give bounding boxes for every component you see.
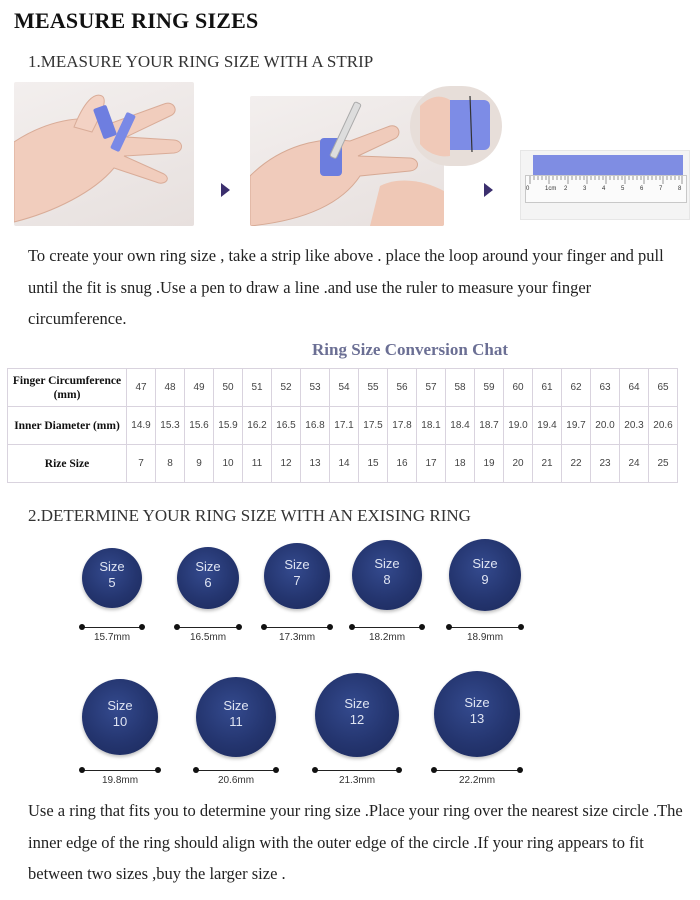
table-cell-size: 22 — [562, 445, 591, 483]
ruler-tick-labels — [526, 186, 686, 198]
ring-diameter-label: 18.2mm — [368, 632, 406, 643]
diameter-end-dot — [261, 624, 267, 630]
ruler-photo — [520, 150, 690, 220]
diameter-end-dot — [446, 624, 452, 630]
table-cell-diameter: 16.2 — [243, 407, 272, 445]
table-cell-size: 15 — [359, 445, 388, 483]
table-cell-size: 12 — [272, 445, 301, 483]
diameter-line — [196, 770, 276, 771]
table-cell-diameter: 18.4 — [446, 407, 475, 445]
table-cell-diameter: 17.8 — [388, 407, 417, 445]
table-cell-size: 16 — [388, 445, 417, 483]
table-cell-diameter: 20.0 — [591, 407, 620, 445]
table-cell-diameter: 18.1 — [417, 407, 446, 445]
ring-size-number: 5 — [108, 575, 116, 590]
diameter-end-dot — [349, 624, 355, 630]
diameter-end-dot — [518, 624, 524, 630]
ring-size-circle — [264, 543, 330, 609]
table-cell-diameter: 14.9 — [127, 407, 156, 445]
step2-heading: 2.DETERMINE YOUR RING SIZE WITH AN EXISING RING — [28, 506, 471, 525]
ruler-tick-label: 0 — [526, 186, 530, 192]
diameter-line — [82, 627, 142, 628]
table-cell-circumference: 51 — [243, 369, 272, 407]
diameter-line — [449, 627, 521, 628]
step2-instructions: Use a ring that fits you to determine your ring size .Place your ring over the nearest size circle .The inner edge of the ring should align with the outer edge of the circle .If your ring appears to fit between two sizes ,buy the larger size . — [28, 801, 683, 883]
ring-size-label: Size — [223, 698, 249, 713]
table-cell-diameter: 15.9 — [214, 407, 243, 445]
ring-size-number: 11 — [229, 714, 243, 729]
diameter-end-dot — [174, 624, 180, 630]
ring-diameter-label: 22.2mm — [458, 775, 496, 786]
row-label-circumference: Finger Circumference (mm) — [8, 369, 127, 407]
ruler-tick-label: 7 — [659, 186, 663, 192]
table-cell-circumference: 62 — [562, 369, 591, 407]
diameter-end-dot — [396, 767, 402, 773]
ring-size-number: 7 — [293, 573, 301, 588]
table-cell-circumference: 57 — [417, 369, 446, 407]
diameter-line — [82, 770, 158, 771]
diameter-line — [264, 627, 330, 628]
ruler-tick-label: 4 — [602, 186, 606, 192]
ring-size-label: Size — [107, 698, 133, 713]
table-cell-circumference: 65 — [649, 369, 678, 407]
table-cell-size: 25 — [649, 445, 678, 483]
table-cell-diameter: 16.8 — [301, 407, 330, 445]
ruler-tick-label: 6 — [640, 186, 644, 192]
page-title: MEASURE RING SIZES — [14, 8, 259, 33]
ring-diameter-label: 18.9mm — [466, 632, 504, 643]
ring-size-circle — [82, 679, 158, 755]
diameter-line — [352, 627, 422, 628]
table-cell-circumference: 55 — [359, 369, 388, 407]
chart-title: Ring Size Conversion Chat — [312, 340, 508, 359]
ring-diameter-label: 17.3mm — [278, 632, 316, 643]
table-cell-size: 13 — [301, 445, 330, 483]
arrow-right-icon — [484, 183, 493, 197]
ruler-tick-label: 8 — [678, 186, 682, 192]
table-cell-size: 11 — [243, 445, 272, 483]
table-cell-size: 14 — [330, 445, 359, 483]
diameter-end-dot — [419, 624, 425, 630]
diameter-line — [434, 770, 520, 771]
table-cell-size: 10 — [214, 445, 243, 483]
table-cell-diameter: 15.6 — [185, 407, 214, 445]
ruler — [525, 175, 687, 203]
table-cell-circumference: 56 — [388, 369, 417, 407]
diameter-end-dot — [236, 624, 242, 630]
row-label-size: Rize Size — [8, 445, 127, 483]
paper-strip — [533, 155, 683, 175]
ring-size-number: 6 — [204, 575, 212, 590]
step1-instructions: To create your own ring size , take a strip like above . place the loop around your finger and pull until the fit is snug .Use a pen to draw a line .and use the ruler to measure your finger circumference. — [28, 246, 664, 328]
ring-size-circle — [177, 547, 239, 609]
row-label-diameter: Inner Diameter (mm) — [8, 407, 127, 445]
ruler-tick-label: 1cm — [545, 186, 557, 192]
table-cell-size: 24 — [620, 445, 649, 483]
diameter-end-dot — [79, 624, 85, 630]
table-cell-size: 20 — [504, 445, 533, 483]
ring-size-label: Size — [195, 559, 221, 574]
ring-size-number: 10 — [112, 714, 128, 729]
ruler-tick-label: 2 — [564, 186, 568, 192]
step1-heading: 1.MEASURE YOUR RING SIZE WITH A STRIP — [28, 52, 374, 71]
table-cell-diameter: 19.0 — [504, 407, 533, 445]
table-cell-circumference: 50 — [214, 369, 243, 407]
ring-diameter-label: 15.7mm — [93, 632, 131, 643]
table-cell-circumference: 47 — [127, 369, 156, 407]
ring-size-label: Size — [99, 559, 125, 574]
table-cell-size: 18 — [446, 445, 475, 483]
diameter-end-dot — [273, 767, 279, 773]
diameter-end-dot — [155, 767, 161, 773]
table-cell-circumference: 63 — [591, 369, 620, 407]
diameter-end-dot — [79, 767, 85, 773]
diameter-end-dot — [431, 767, 437, 773]
table-cell-circumference: 64 — [620, 369, 649, 407]
ring-size-circle — [352, 540, 422, 610]
table-cell-circumference: 60 — [504, 369, 533, 407]
ring-diameter-label: 21.3mm — [338, 775, 376, 786]
diameter-line — [315, 770, 399, 771]
table-cell-size: 9 — [185, 445, 214, 483]
table-cell-circumference: 59 — [475, 369, 504, 407]
ring-size-label: Size — [472, 556, 498, 571]
arrow-right-icon — [221, 183, 230, 197]
ring-size-circle — [449, 539, 521, 611]
table-cell-size: 21 — [533, 445, 562, 483]
table-cell-circumference: 49 — [185, 369, 214, 407]
ring-diameter-label: 19.8mm — [101, 775, 139, 786]
ring-size-number: 12 — [349, 712, 365, 727]
table-cell-circumference: 48 — [156, 369, 185, 407]
diameter-end-dot — [193, 767, 199, 773]
table-cell-diameter: 17.5 — [359, 407, 388, 445]
table-cell-size: 19 — [475, 445, 504, 483]
table-cell-diameter: 19.4 — [533, 407, 562, 445]
ruler-tick-label: 3 — [583, 186, 587, 192]
table-cell-diameter: 20.3 — [620, 407, 649, 445]
table-cell-size: 23 — [591, 445, 620, 483]
ring-size-circle — [196, 677, 276, 757]
ring-size-table — [7, 368, 678, 483]
table-row-diameter — [8, 407, 678, 445]
ring-size-circle — [315, 673, 399, 757]
table-row-circumference — [8, 369, 678, 407]
table-cell-diameter: 19.7 — [562, 407, 591, 445]
diameter-end-dot — [312, 767, 318, 773]
ring-size-label: Size — [284, 557, 310, 572]
table-row-size — [8, 445, 678, 483]
table-cell-circumference: 58 — [446, 369, 475, 407]
table-cell-circumference: 53 — [301, 369, 330, 407]
ring-size-circle — [82, 548, 142, 608]
diameter-end-dot — [139, 624, 145, 630]
ring-size-number: 8 — [383, 572, 391, 587]
table-cell-size: 17 — [417, 445, 446, 483]
table-cell-diameter: 15.3 — [156, 407, 185, 445]
ring-size-circle — [434, 671, 520, 757]
strip-loop-photo — [410, 86, 502, 166]
table-cell-circumference: 52 — [272, 369, 301, 407]
ring-size-number: 13 — [469, 711, 485, 726]
diameter-line — [177, 627, 239, 628]
table-cell-diameter: 18.7 — [475, 407, 504, 445]
table-cell-diameter: 16.5 — [272, 407, 301, 445]
ruler-tick-label: 5 — [621, 186, 625, 192]
table-cell-size: 8 — [156, 445, 185, 483]
table-cell-size: 7 — [127, 445, 156, 483]
ring-size-number: 9 — [481, 572, 489, 587]
diameter-end-dot — [517, 767, 523, 773]
table-cell-diameter: 20.6 — [649, 407, 678, 445]
hand-with-strip-photo — [14, 82, 194, 226]
ring-size-label: Size — [344, 696, 370, 711]
diameter-end-dot — [327, 624, 333, 630]
ring-size-label: Size — [464, 695, 490, 710]
ring-size-label: Size — [374, 556, 400, 571]
ring-diameter-label: 20.6mm — [217, 775, 255, 786]
table-cell-circumference: 54 — [330, 369, 359, 407]
table-cell-circumference: 61 — [533, 369, 562, 407]
ring-diameter-label: 16.5mm — [189, 632, 227, 643]
table-cell-diameter: 17.1 — [330, 407, 359, 445]
